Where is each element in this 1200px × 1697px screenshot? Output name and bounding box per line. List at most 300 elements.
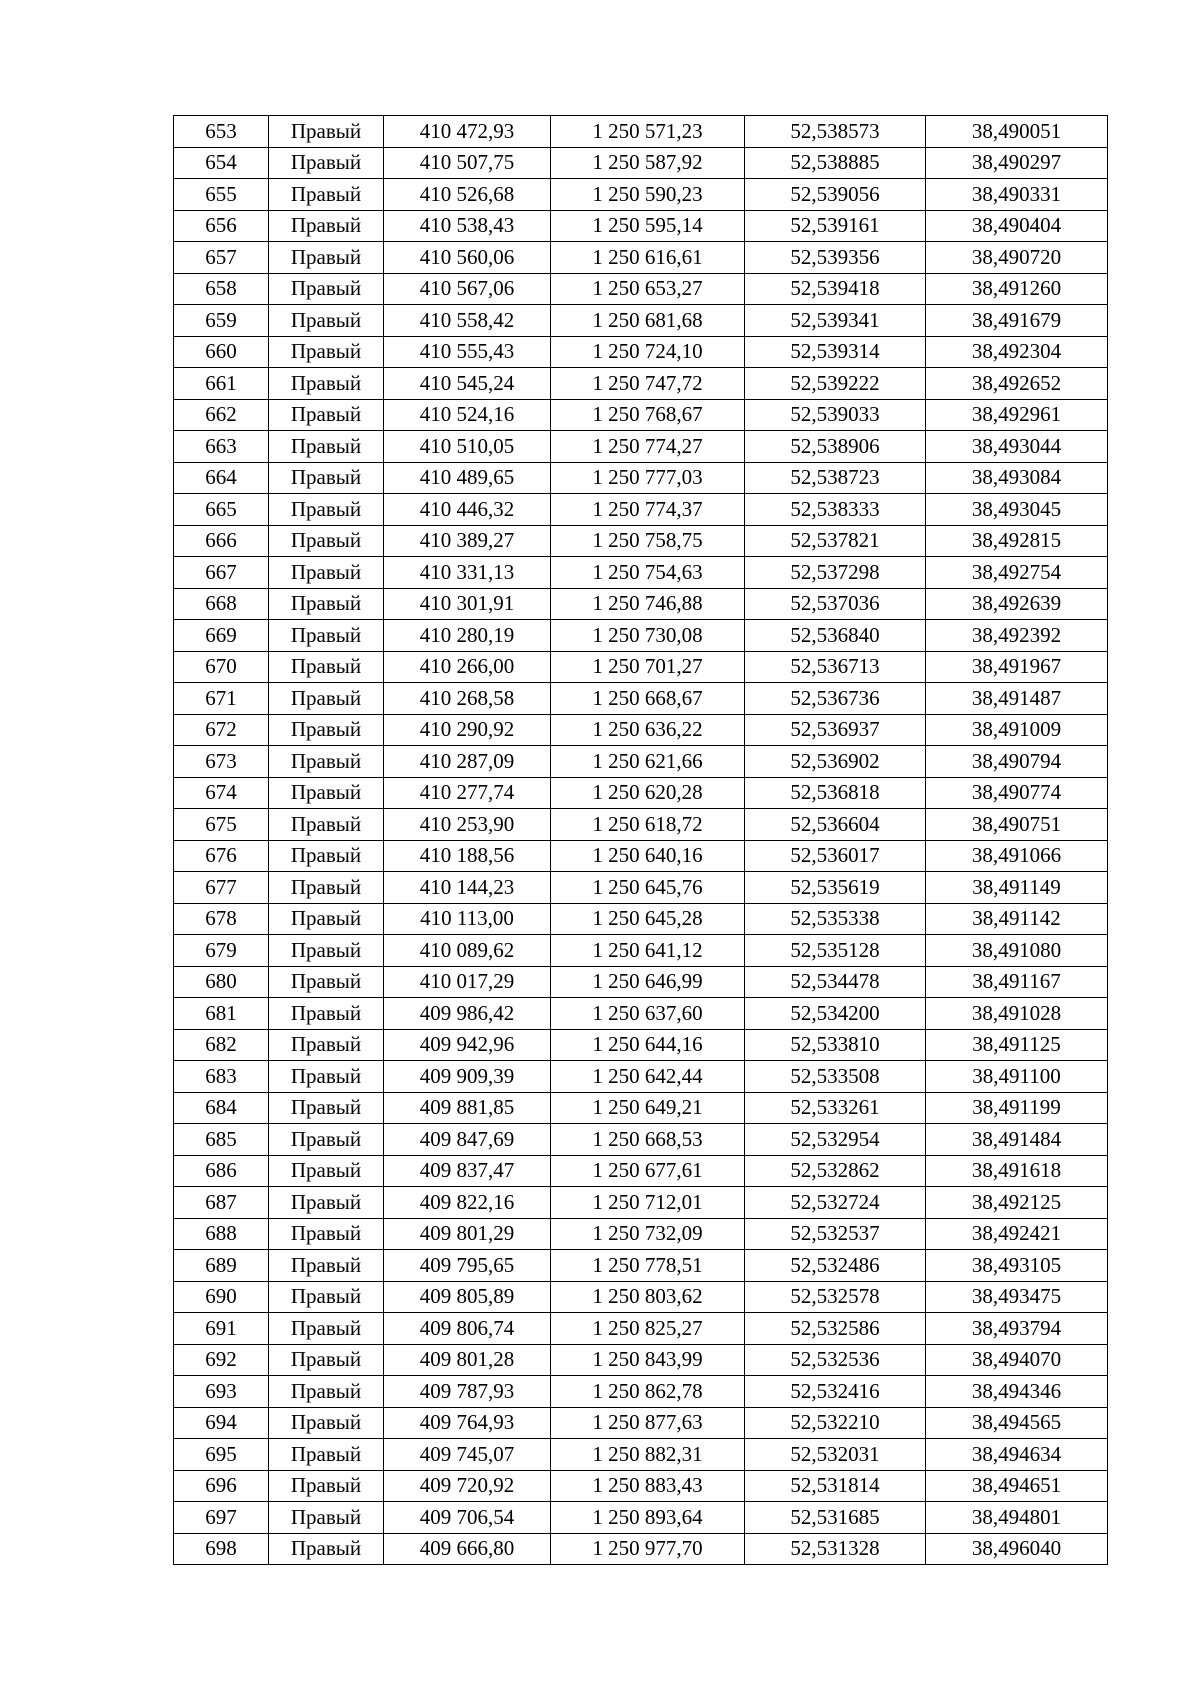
point-number-cell: 660: [174, 336, 269, 368]
longitude-cell: 38,496040: [926, 1533, 1108, 1565]
y-coordinate-cell: 1 250 777,03: [551, 462, 745, 494]
side-cell: Правый: [269, 1439, 384, 1471]
y-coordinate-cell: 1 250 746,88: [551, 588, 745, 620]
x-coordinate-cell: 410 268,58: [384, 683, 551, 715]
y-coordinate-cell: 1 250 701,27: [551, 651, 745, 683]
y-coordinate-cell: 1 250 620,28: [551, 777, 745, 809]
side-cell: Правый: [269, 1187, 384, 1219]
x-coordinate-cell: 410 301,91: [384, 588, 551, 620]
side-cell: Правый: [269, 1029, 384, 1061]
x-coordinate-cell: 409 795,65: [384, 1250, 551, 1282]
latitude-cell: 52,539161: [745, 210, 926, 242]
longitude-cell: 38,492815: [926, 525, 1108, 557]
table-row: [174, 179, 1108, 211]
latitude-cell: 52,536713: [745, 651, 926, 683]
table-row: [174, 557, 1108, 589]
side-cell: Правый: [269, 809, 384, 841]
point-number-cell: 680: [174, 966, 269, 998]
table-row: [174, 966, 1108, 998]
table-row: [174, 1313, 1108, 1345]
x-coordinate-cell: 409 745,07: [384, 1439, 551, 1471]
longitude-cell: 38,492125: [926, 1187, 1108, 1219]
longitude-cell: 38,494070: [926, 1344, 1108, 1376]
longitude-cell: 38,494651: [926, 1470, 1108, 1502]
x-coordinate-cell: 410 567,06: [384, 273, 551, 305]
latitude-cell: 52,536840: [745, 620, 926, 652]
y-coordinate-cell: 1 250 649,21: [551, 1092, 745, 1124]
longitude-cell: 38,493475: [926, 1281, 1108, 1313]
table-row: [174, 1281, 1108, 1313]
side-cell: Правый: [269, 399, 384, 431]
y-coordinate-cell: 1 250 642,44: [551, 1061, 745, 1093]
longitude-cell: 38,493044: [926, 431, 1108, 463]
x-coordinate-cell: 410 266,00: [384, 651, 551, 683]
longitude-cell: 38,491066: [926, 840, 1108, 872]
table-row: [174, 1470, 1108, 1502]
point-number-cell: 653: [174, 116, 269, 148]
y-coordinate-cell: 1 250 747,72: [551, 368, 745, 400]
latitude-cell: 52,535338: [745, 903, 926, 935]
point-number-cell: 669: [174, 620, 269, 652]
point-number-cell: 696: [174, 1470, 269, 1502]
longitude-cell: 38,490751: [926, 809, 1108, 841]
table-row: [174, 525, 1108, 557]
latitude-cell: 52,538906: [745, 431, 926, 463]
y-coordinate-cell: 1 250 768,67: [551, 399, 745, 431]
x-coordinate-cell: 410 287,09: [384, 746, 551, 778]
side-cell: Правый: [269, 147, 384, 179]
table-row: [174, 683, 1108, 715]
longitude-cell: 38,492639: [926, 588, 1108, 620]
x-coordinate-cell: 409 942,96: [384, 1029, 551, 1061]
point-number-cell: 685: [174, 1124, 269, 1156]
latitude-cell: 52,538885: [745, 147, 926, 179]
latitude-cell: 52,531685: [745, 1502, 926, 1534]
point-number-cell: 695: [174, 1439, 269, 1471]
y-coordinate-cell: 1 250 803,62: [551, 1281, 745, 1313]
side-cell: Правый: [269, 966, 384, 998]
latitude-cell: 52,535619: [745, 872, 926, 904]
x-coordinate-cell: 410 089,62: [384, 935, 551, 967]
table-row: [174, 242, 1108, 274]
y-coordinate-cell: 1 250 571,23: [551, 116, 745, 148]
x-coordinate-cell: 410 253,90: [384, 809, 551, 841]
x-coordinate-cell: 409 881,85: [384, 1092, 551, 1124]
table-row: [174, 1061, 1108, 1093]
x-coordinate-cell: 410 389,27: [384, 525, 551, 557]
latitude-cell: 52,534200: [745, 998, 926, 1030]
side-cell: Правый: [269, 651, 384, 683]
point-number-cell: 683: [174, 1061, 269, 1093]
longitude-cell: 38,491028: [926, 998, 1108, 1030]
latitude-cell: 52,532210: [745, 1407, 926, 1439]
side-cell: Правый: [269, 998, 384, 1030]
point-number-cell: 694: [174, 1407, 269, 1439]
side-cell: Правый: [269, 903, 384, 935]
longitude-cell: 38,491260: [926, 273, 1108, 305]
y-coordinate-cell: 1 250 645,76: [551, 872, 745, 904]
table-row: [174, 273, 1108, 305]
table-row: [174, 1250, 1108, 1282]
y-coordinate-cell: 1 250 893,64: [551, 1502, 745, 1534]
x-coordinate-cell: 409 806,74: [384, 1313, 551, 1345]
table-row: [174, 305, 1108, 337]
longitude-cell: 38,491484: [926, 1124, 1108, 1156]
side-cell: Правый: [269, 840, 384, 872]
latitude-cell: 52,532862: [745, 1155, 926, 1187]
side-cell: Правый: [269, 777, 384, 809]
side-cell: Правый: [269, 1313, 384, 1345]
y-coordinate-cell: 1 250 637,60: [551, 998, 745, 1030]
latitude-cell: 52,536017: [745, 840, 926, 872]
y-coordinate-cell: 1 250 712,01: [551, 1187, 745, 1219]
longitude-cell: 38,491149: [926, 872, 1108, 904]
point-number-cell: 675: [174, 809, 269, 841]
side-cell: Правый: [269, 1407, 384, 1439]
longitude-cell: 38,493794: [926, 1313, 1108, 1345]
table-row: [174, 998, 1108, 1030]
x-coordinate-cell: 409 787,93: [384, 1376, 551, 1408]
longitude-cell: 38,491487: [926, 683, 1108, 715]
latitude-cell: 52,539056: [745, 179, 926, 211]
x-coordinate-cell: 410 472,93: [384, 116, 551, 148]
table-row: [174, 1439, 1108, 1471]
point-number-cell: 659: [174, 305, 269, 337]
longitude-cell: 38,491618: [926, 1155, 1108, 1187]
latitude-cell: 52,534478: [745, 966, 926, 998]
point-number-cell: 658: [174, 273, 269, 305]
x-coordinate-cell: 409 801,28: [384, 1344, 551, 1376]
table-row: [174, 431, 1108, 463]
x-coordinate-cell: 409 822,16: [384, 1187, 551, 1219]
y-coordinate-cell: 1 250 681,68: [551, 305, 745, 337]
longitude-cell: 38,494565: [926, 1407, 1108, 1439]
side-cell: Правый: [269, 557, 384, 589]
x-coordinate-cell: 410 489,65: [384, 462, 551, 494]
x-coordinate-cell: 410 280,19: [384, 620, 551, 652]
x-coordinate-cell: 409 909,39: [384, 1061, 551, 1093]
side-cell: Правый: [269, 935, 384, 967]
latitude-cell: 52,533810: [745, 1029, 926, 1061]
latitude-cell: 52,537298: [745, 557, 926, 589]
table-row: [174, 210, 1108, 242]
latitude-cell: 52,536604: [745, 809, 926, 841]
latitude-cell: 52,532536: [745, 1344, 926, 1376]
x-coordinate-cell: 410 446,32: [384, 494, 551, 526]
y-coordinate-cell: 1 250 645,28: [551, 903, 745, 935]
point-number-cell: 682: [174, 1029, 269, 1061]
latitude-cell: 52,532031: [745, 1439, 926, 1471]
latitude-cell: 52,531328: [745, 1533, 926, 1565]
point-number-cell: 681: [174, 998, 269, 1030]
side-cell: Правый: [269, 242, 384, 274]
table-row: [174, 147, 1108, 179]
x-coordinate-cell: 410 331,13: [384, 557, 551, 589]
side-cell: Правый: [269, 305, 384, 337]
point-number-cell: 690: [174, 1281, 269, 1313]
table-row: [174, 1124, 1108, 1156]
point-number-cell: 670: [174, 651, 269, 683]
latitude-cell: 52,533261: [745, 1092, 926, 1124]
latitude-cell: 52,539314: [745, 336, 926, 368]
longitude-cell: 38,492421: [926, 1218, 1108, 1250]
side-cell: Правый: [269, 746, 384, 778]
side-cell: Правый: [269, 273, 384, 305]
longitude-cell: 38,492304: [926, 336, 1108, 368]
point-number-cell: 689: [174, 1250, 269, 1282]
table-row: [174, 1029, 1108, 1061]
x-coordinate-cell: 409 801,29: [384, 1218, 551, 1250]
point-number-cell: 698: [174, 1533, 269, 1565]
y-coordinate-cell: 1 250 843,99: [551, 1344, 745, 1376]
point-number-cell: 688: [174, 1218, 269, 1250]
y-coordinate-cell: 1 250 668,67: [551, 683, 745, 715]
latitude-cell: 52,539222: [745, 368, 926, 400]
y-coordinate-cell: 1 250 877,63: [551, 1407, 745, 1439]
side-cell: Правый: [269, 431, 384, 463]
x-coordinate-cell: 409 805,89: [384, 1281, 551, 1313]
x-coordinate-cell: 410 510,05: [384, 431, 551, 463]
point-number-cell: 692: [174, 1344, 269, 1376]
latitude-cell: 52,533508: [745, 1061, 926, 1093]
table-row: [174, 1344, 1108, 1376]
point-number-cell: 684: [174, 1092, 269, 1124]
y-coordinate-cell: 1 250 621,66: [551, 746, 745, 778]
side-cell: Правый: [269, 525, 384, 557]
latitude-cell: 52,539341: [745, 305, 926, 337]
longitude-cell: 38,492652: [926, 368, 1108, 400]
x-coordinate-cell: 409 706,54: [384, 1502, 551, 1534]
latitude-cell: 52,538723: [745, 462, 926, 494]
y-coordinate-cell: 1 250 646,99: [551, 966, 745, 998]
x-coordinate-cell: 410 290,92: [384, 714, 551, 746]
side-cell: Правый: [269, 620, 384, 652]
x-coordinate-cell: 410 113,00: [384, 903, 551, 935]
longitude-cell: 38,494634: [926, 1439, 1108, 1471]
latitude-cell: 52,532724: [745, 1187, 926, 1219]
side-cell: Правый: [269, 494, 384, 526]
side-cell: Правый: [269, 336, 384, 368]
y-coordinate-cell: 1 250 882,31: [551, 1439, 745, 1471]
side-cell: Правый: [269, 1470, 384, 1502]
longitude-cell: 38,493105: [926, 1250, 1108, 1282]
point-number-cell: 679: [174, 935, 269, 967]
x-coordinate-cell: 409 666,80: [384, 1533, 551, 1565]
longitude-cell: 38,490051: [926, 116, 1108, 148]
point-number-cell: 654: [174, 147, 269, 179]
latitude-cell: 52,536902: [745, 746, 926, 778]
y-coordinate-cell: 1 250 778,51: [551, 1250, 745, 1282]
latitude-cell: 52,539356: [745, 242, 926, 274]
side-cell: Правый: [269, 1344, 384, 1376]
table-row: [174, 840, 1108, 872]
point-number-cell: 671: [174, 683, 269, 715]
point-number-cell: 663: [174, 431, 269, 463]
y-coordinate-cell: 1 250 587,92: [551, 147, 745, 179]
point-number-cell: 693: [174, 1376, 269, 1408]
longitude-cell: 38,490774: [926, 777, 1108, 809]
side-cell: Правый: [269, 462, 384, 494]
x-coordinate-cell: 410 144,23: [384, 872, 551, 904]
table-row: [174, 368, 1108, 400]
longitude-cell: 38,492392: [926, 620, 1108, 652]
y-coordinate-cell: 1 250 977,70: [551, 1533, 745, 1565]
longitude-cell: 38,491679: [926, 305, 1108, 337]
x-coordinate-cell: 410 558,42: [384, 305, 551, 337]
table-row: [174, 714, 1108, 746]
point-number-cell: 662: [174, 399, 269, 431]
longitude-cell: 38,492961: [926, 399, 1108, 431]
x-coordinate-cell: 410 017,29: [384, 966, 551, 998]
table-row: [174, 1502, 1108, 1534]
point-number-cell: 673: [174, 746, 269, 778]
latitude-cell: 52,537821: [745, 525, 926, 557]
point-number-cell: 686: [174, 1155, 269, 1187]
y-coordinate-cell: 1 250 641,12: [551, 935, 745, 967]
longitude-cell: 38,490404: [926, 210, 1108, 242]
table-row: [174, 620, 1108, 652]
longitude-cell: 38,490331: [926, 179, 1108, 211]
table-row: [174, 1092, 1108, 1124]
x-coordinate-cell: 410 526,68: [384, 179, 551, 211]
side-cell: Правый: [269, 1281, 384, 1313]
side-cell: Правый: [269, 1533, 384, 1565]
side-cell: Правый: [269, 872, 384, 904]
table-body: [174, 116, 1108, 1565]
point-number-cell: 678: [174, 903, 269, 935]
latitude-cell: 52,536818: [745, 777, 926, 809]
x-coordinate-cell: 410 507,75: [384, 147, 551, 179]
table-row: [174, 1533, 1108, 1565]
point-number-cell: 667: [174, 557, 269, 589]
point-number-cell: 656: [174, 210, 269, 242]
table-row: [174, 746, 1108, 778]
x-coordinate-cell: 409 847,69: [384, 1124, 551, 1156]
x-coordinate-cell: 409 837,47: [384, 1155, 551, 1187]
point-number-cell: 657: [174, 242, 269, 274]
y-coordinate-cell: 1 250 616,61: [551, 242, 745, 274]
longitude-cell: 38,491080: [926, 935, 1108, 967]
x-coordinate-cell: 410 560,06: [384, 242, 551, 274]
longitude-cell: 38,491100: [926, 1061, 1108, 1093]
y-coordinate-cell: 1 250 677,61: [551, 1155, 745, 1187]
y-coordinate-cell: 1 250 730,08: [551, 620, 745, 652]
table-row: [174, 1187, 1108, 1219]
x-coordinate-cell: 409 720,92: [384, 1470, 551, 1502]
longitude-cell: 38,490297: [926, 147, 1108, 179]
table-row: [174, 462, 1108, 494]
side-cell: Правый: [269, 116, 384, 148]
table-row: [174, 777, 1108, 809]
y-coordinate-cell: 1 250 724,10: [551, 336, 745, 368]
longitude-cell: 38,491125: [926, 1029, 1108, 1061]
table-row: [174, 336, 1108, 368]
x-coordinate-cell: 410 545,24: [384, 368, 551, 400]
latitude-cell: 52,532537: [745, 1218, 926, 1250]
latitude-cell: 52,532486: [745, 1250, 926, 1282]
y-coordinate-cell: 1 250 732,09: [551, 1218, 745, 1250]
longitude-cell: 38,491009: [926, 714, 1108, 746]
point-number-cell: 676: [174, 840, 269, 872]
y-coordinate-cell: 1 250 774,37: [551, 494, 745, 526]
longitude-cell: 38,493084: [926, 462, 1108, 494]
point-number-cell: 687: [174, 1187, 269, 1219]
point-number-cell: 664: [174, 462, 269, 494]
table-row: [174, 116, 1108, 148]
latitude-cell: 52,535128: [745, 935, 926, 967]
longitude-cell: 38,491142: [926, 903, 1108, 935]
side-cell: Правый: [269, 1376, 384, 1408]
side-cell: Правый: [269, 714, 384, 746]
table-row: [174, 1407, 1108, 1439]
latitude-cell: 52,532578: [745, 1281, 926, 1313]
table-row: [174, 809, 1108, 841]
side-cell: Правый: [269, 1502, 384, 1534]
x-coordinate-cell: 409 764,93: [384, 1407, 551, 1439]
point-number-cell: 668: [174, 588, 269, 620]
x-coordinate-cell: 409 986,42: [384, 998, 551, 1030]
point-number-cell: 691: [174, 1313, 269, 1345]
point-number-cell: 655: [174, 179, 269, 211]
latitude-cell: 52,532416: [745, 1376, 926, 1408]
point-number-cell: 677: [174, 872, 269, 904]
latitude-cell: 52,539033: [745, 399, 926, 431]
table-row: [174, 872, 1108, 904]
side-cell: Правый: [269, 210, 384, 242]
x-coordinate-cell: 410 538,43: [384, 210, 551, 242]
y-coordinate-cell: 1 250 595,14: [551, 210, 745, 242]
longitude-cell: 38,494346: [926, 1376, 1108, 1408]
side-cell: Правый: [269, 179, 384, 211]
x-coordinate-cell: 410 188,56: [384, 840, 551, 872]
side-cell: Правый: [269, 368, 384, 400]
x-coordinate-cell: 410 277,74: [384, 777, 551, 809]
side-cell: Правый: [269, 1218, 384, 1250]
x-coordinate-cell: 410 524,16: [384, 399, 551, 431]
y-coordinate-cell: 1 250 758,75: [551, 525, 745, 557]
y-coordinate-cell: 1 250 668,53: [551, 1124, 745, 1156]
side-cell: Правый: [269, 1124, 384, 1156]
table-row: [174, 1155, 1108, 1187]
table-row: [174, 903, 1108, 935]
longitude-cell: 38,493045: [926, 494, 1108, 526]
point-number-cell: 665: [174, 494, 269, 526]
longitude-cell: 38,490720: [926, 242, 1108, 274]
table-row: [174, 1376, 1108, 1408]
coordinates-table: [173, 115, 1108, 1565]
latitude-cell: 52,536736: [745, 683, 926, 715]
side-cell: Правый: [269, 1250, 384, 1282]
latitude-cell: 52,532954: [745, 1124, 926, 1156]
side-cell: Правый: [269, 1155, 384, 1187]
x-coordinate-cell: 410 555,43: [384, 336, 551, 368]
side-cell: Правый: [269, 588, 384, 620]
longitude-cell: 38,491967: [926, 651, 1108, 683]
point-number-cell: 672: [174, 714, 269, 746]
longitude-cell: 38,491167: [926, 966, 1108, 998]
longitude-cell: 38,494801: [926, 1502, 1108, 1534]
side-cell: Правый: [269, 1092, 384, 1124]
table-row: [174, 399, 1108, 431]
y-coordinate-cell: 1 250 862,78: [551, 1376, 745, 1408]
longitude-cell: 38,492754: [926, 557, 1108, 589]
longitude-cell: 38,491199: [926, 1092, 1108, 1124]
table-row: [174, 494, 1108, 526]
latitude-cell: 52,537036: [745, 588, 926, 620]
y-coordinate-cell: 1 250 590,23: [551, 179, 745, 211]
point-number-cell: 674: [174, 777, 269, 809]
latitude-cell: 52,538333: [745, 494, 926, 526]
